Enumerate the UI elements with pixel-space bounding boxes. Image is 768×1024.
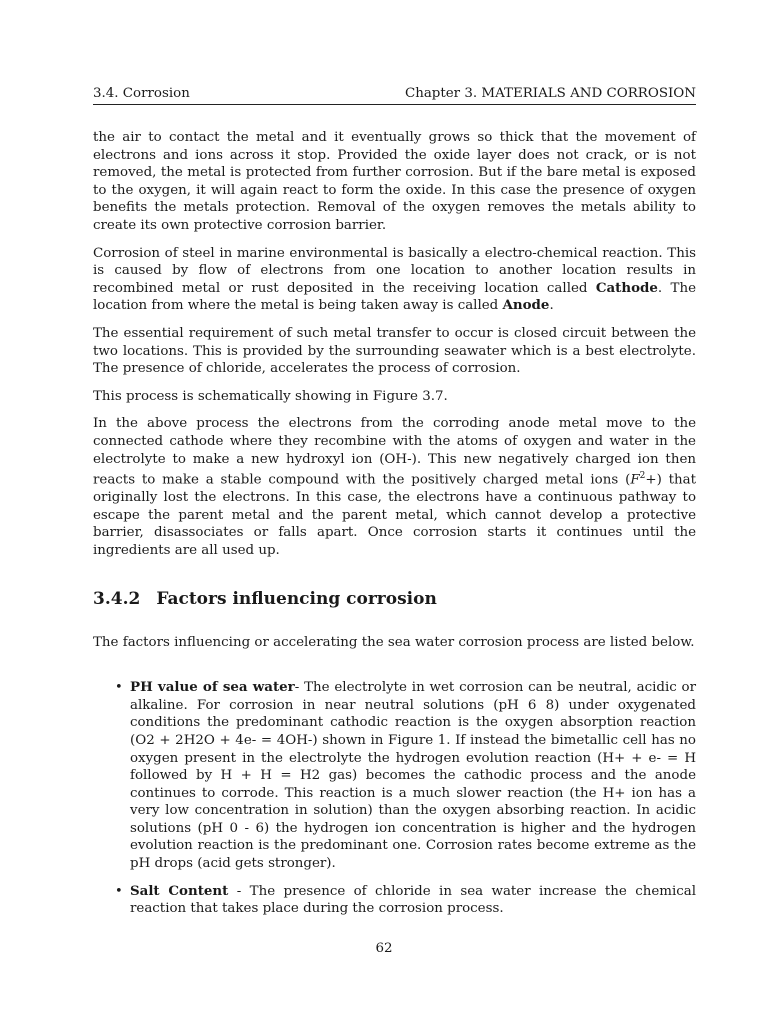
paragraph-text: . The location from where the metal is being taken away is called xyxy=(93,280,696,314)
paragraph-oxide-layer: the air to contact the metal and it eventually grows so thick that the movement of electrons and ions across it stop. Provided the oxide layer does not crack, or is not removed, the metal is protected from further corrosion. But if the bare metal is exposed to the oxygen, it will again react to form the oxide. In this case the presence of oxygen benefits the metals protection. Removal of the oxygen removes the metals ability to create its own protective corrosion barrier. xyxy=(93,130,696,233)
page-number: 62 xyxy=(375,941,393,956)
list-item xyxy=(115,882,696,918)
paragraph-text: . xyxy=(549,298,554,314)
paragraph-text: In the above process the electrons from the corroding anode metal move to the connected cathode where they recombine with the atoms of oxygen and water in the electrolyte to make a new hydroxyl ion (OH-). This new negatively charged ion then reacts to make a stable compound with the positively charged metal ions ( xyxy=(93,416,696,488)
section-intro: The factors influencing or accelerating the sea water corrosion process are listed below. xyxy=(93,634,695,650)
bullet-icon: • xyxy=(115,680,123,696)
bullet-icon: • xyxy=(115,883,123,899)
factor-text: - The presence of chloride in sea water increase the chemical reaction that takes place during the corrosion process. xyxy=(130,883,696,917)
formula-superscript: 2 xyxy=(639,471,646,482)
paragraph-electrochemical xyxy=(93,245,696,315)
paragraph-text: Corrosion of steel in marine environmental is basically a electro-chemical reaction. This is caused by flow of electrons from one location to another location results in recombined metal or rust deposited in the receiving location called xyxy=(93,245,696,296)
paragraph-figure-ref: This process is schematically showing in Figure 3.7. xyxy=(93,388,448,404)
section-number: 3.4.2 xyxy=(93,588,141,609)
factor-term: PH value of sea water xyxy=(130,679,295,696)
paragraph-text: +) that originally lost the electrons. In this case, the electrons have a continuous pathway to escape the parent metal and the parent metal, which cannot develop a protective barrier, disassociates or falls apart. Once corrosion starts it continues until the ingredients are all used up. xyxy=(93,472,696,558)
factor-term: Salt Content xyxy=(130,882,229,899)
list-item xyxy=(115,679,696,873)
body-text xyxy=(93,129,696,928)
section-title: Factors influencing corrosion xyxy=(156,588,437,609)
running-header xyxy=(93,85,696,105)
term-cathode: Cathode xyxy=(595,279,658,296)
header-section: 3.4. Corrosion xyxy=(93,86,190,101)
header-chapter: Chapter 3. MATERIALS AND CORROSION xyxy=(404,86,696,101)
formula-metal-ion: F xyxy=(630,472,640,488)
paragraph-closed-circuit: The essential requirement of such metal transfer to occur is closed circuit between the two locations. This is provided by the surrounding seawater which is a best electrolyte. The presence of chloride, accelerates the process of corrosion. xyxy=(93,325,696,377)
factor-text: - The electrolyte in wet corrosion can be neutral, acidic or alkaline. For corrosion in near neutral solutions (pH 6 8) under oxygenated conditions the predominant cathodic reaction is the oxygen absorption reaction (O2 + 2H2O + 4e- = 4OH-) shown in Figure 1. If instead the bimetallic cell has no oxygen present in the electrolyte the hydrogen evolution reaction (H+ + e- = H followed by H + H = H2 gas) becomes the cathodic process and the anode continues to corrode. This reaction is a much slower reaction (the H+ ion has a very low concentration in solution) than the oxygen absorbing reaction. In acidic solutions (pH 0 - 6) the hydrogen ion concentration is higher and the hydrogen evolution reaction is the predominant one. Corrosion rates become extreme as the pH drops (acid gets stronger). xyxy=(130,680,696,872)
section-heading xyxy=(93,588,696,610)
factor-list xyxy=(93,679,696,918)
paragraph-electron-process xyxy=(93,415,696,559)
term-anode: Anode xyxy=(502,297,550,314)
